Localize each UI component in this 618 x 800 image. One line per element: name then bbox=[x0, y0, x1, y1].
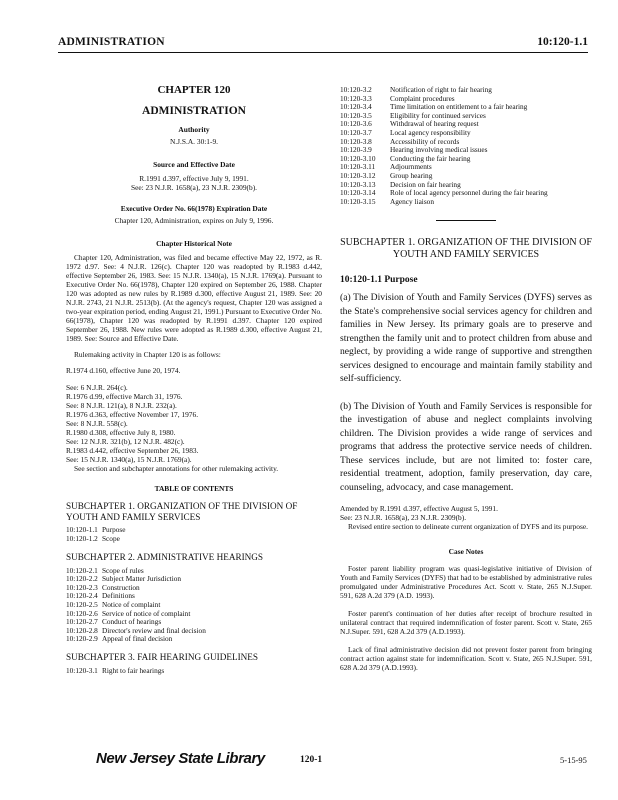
rulemaking-line: R.1980 d.308, effective July 8, 1980. bbox=[66, 428, 176, 437]
toc-entry: 10:120-3.1 Right to fair hearings bbox=[66, 665, 165, 675]
toc-entry: 10:120-3.2 Notification of right to fair hearing bbox=[340, 85, 492, 94]
header-section: 10:120-1.1 bbox=[537, 36, 588, 48]
rulemaking-line: See: 6 N.J.R. 264(c). bbox=[66, 383, 128, 392]
source-line-2: See: 23 N.J.R. 1658(a), 23 N.J.R. 2309(b). bbox=[130, 183, 258, 192]
rulemaking-note: See section and subchapter annotations for other rulemaking activity. bbox=[74, 464, 279, 473]
toc-entry: 10:120-3.9 Hearing involving medical issues bbox=[340, 145, 488, 155]
rulemaking-intro: Rulemaking activity in Chapter 120 is as follows: bbox=[74, 350, 221, 359]
toc-entry: 10:120-3.13 Decision on fair hearing bbox=[340, 179, 461, 189]
chapter-title: ADMINISTRATION bbox=[142, 105, 246, 117]
toc-entry: 10:120-3.5 Eligibility for continued services bbox=[340, 110, 486, 120]
amended-line: Amended by R.1991 d.397, effective August 5, 1991. bbox=[340, 504, 498, 514]
toc-entry: 10:120-2.2 Subject Matter Jurisdiction bbox=[66, 574, 182, 584]
toc-entry: 10:120-2.8 Director's review and final decision bbox=[66, 625, 206, 635]
history-text: Chapter 120, Administration, was filed and became effective May 22, 1972, as R. 1972 d.97. See: 4 N.J.R. 126(c). Chapter 120 was readopted by R.1983 d.442, effective September 26, 1983. See: 15 N.J.R. 1340(a), 15 N.J.R. 1769(a). Pursuant to Executive Order No. 66(1978), Chapter 120 expired on September 26, 1988. Chapter 120 was adopted as new rules by R.1989 d.300, effective August 21, 1989. See: 20 N.J.R. 2743, 21 N.J.R. 2513(b). (At the agency's request, Chapter 120 was assigned a two-year expiration period, ending August 21, 1991.) Pursuant to Executive Order No. 66(1978), Chapter 120 was readopted by R.1991 d.397. Chapter 120 expired September 26, 1988. New rules were adopted as R.1989 d.300, effective August 21, 1989. See: Source and Effective Date. bbox=[66, 253, 322, 343]
toc-entry: 10:120-2.4 Definitions bbox=[66, 591, 135, 601]
rulemaking-line: See: 12 N.J.R. 321(b), 12 N.J.R. 482(c). bbox=[66, 437, 185, 446]
paragraph-a: (a) The Division of Youth and Family Services (DYFS) serves as the State's comprehensive social services agency for children and families in New Jersey. Its primary goals are to preserve and strengthen the family unit and to protect children from abuse and neglect, by providing a wide range of supportive and strengthen services designed to encourage and maintain family stability and self-sufficiency. bbox=[340, 292, 592, 385]
eo-text: Chapter 120, Administration, expires on July 9, 1996. bbox=[114, 216, 274, 225]
toc-subchapter-2: SUBCHAPTER 2. ADMINISTRATIVE HEARINGS bbox=[66, 552, 264, 563]
toc-subchapter-1: SUBCHAPTER 1. ORGANIZATION OF THE DIVISION OF YOUTH AND FAMILY SERVICES bbox=[66, 501, 298, 522]
toc-entry: 10:120-3.11 Adjournments bbox=[340, 162, 432, 172]
toc-entry: 10:120-1.2 Scope bbox=[66, 533, 120, 543]
toc-entry: 10:120-2.9 Appeal of final decision bbox=[66, 634, 173, 644]
case-note: Lack of final administrative decision did not prevent foster parent from bringing contract action against state for indemnification. Scott v. State, 265 N.J.Super. 591, 628 A.2d 379 (A.D.1993). bbox=[340, 645, 592, 673]
toc-entry: 10:120-3.14 Role of local agency personnel during the fair hearing bbox=[340, 188, 548, 198]
rulemaking-line: R.1983 d.442, effective September 26, 1983. bbox=[66, 446, 199, 455]
toc-entry: 10:120-2.3 Construction bbox=[66, 582, 140, 592]
right-column bbox=[340, 86, 592, 672]
authority-heading: Authority bbox=[178, 125, 210, 134]
toc-subchapter-3: SUBCHAPTER 3. FAIR HEARING GUIDELINES bbox=[66, 652, 259, 663]
paragraph-b: (b) The Division of Youth and Family Services is responsible for the investigation of abuse and neglect complaints involving children. The Division provides a wide range of services and programs that address the protective service needs of children. These services include, but are not limited to: foster care, residential treatment, adoption, family preservation, day care, counseling, advocacy, and case management. bbox=[340, 400, 592, 493]
subchapter-1-heading: SUBCHAPTER 1. ORGANIZATION OF THE DIVISION OF YOUTH AND FAMILY SERVICES bbox=[340, 237, 592, 261]
case-notes-heading: Case Notes bbox=[448, 547, 484, 557]
toc-entry: 10:120-1.1 Purpose bbox=[66, 525, 126, 534]
rulemaking-line: See: 8 N.J.R. 558(c). bbox=[66, 419, 128, 428]
toc-entry: 10:120-3.15 Agency liaison bbox=[340, 196, 434, 206]
toc-entry: 10:120-2.6 Service of notice of complaint bbox=[66, 608, 191, 618]
page-number: 120-1 bbox=[300, 755, 323, 765]
rulemaking-line: R.1976 d.99, effective March 31, 1976. bbox=[66, 392, 183, 401]
running-header bbox=[58, 36, 588, 53]
toc-entry: 10:120-3.7 Local agency responsibility bbox=[340, 127, 471, 137]
toc-entry: 10:120-3.12 Group hearing bbox=[340, 170, 433, 180]
section-divider bbox=[436, 220, 496, 221]
amended-see: See: 23 N.J.R. 1658(a), 23 N.J.R. 2309(b). bbox=[340, 513, 467, 523]
case-note: Foster parent liability program was quasi-legislative initiative of Division of Youth and Family Services (DYFS) that had to be established by administrative rules promulgated under Administrative Procedures Act. Scott v. State, 265 N.J.Super. 591, 628 A.2d 379 (A.D. 1993). bbox=[340, 564, 592, 601]
eo-heading: Executive Order No. 66(1978) Expiration Date bbox=[120, 204, 268, 213]
rulemaking-line: R.1976 d.363, effective November 17, 1976. bbox=[66, 410, 199, 419]
authority-text: N.J.S.A. 30:1-9. bbox=[169, 137, 219, 146]
rulemaking-line: See: 15 N.J.R. 1340(a), 15 N.J.R. 1769(a). bbox=[66, 455, 192, 464]
toc-heading: TABLE OF CONTENTS bbox=[154, 484, 234, 493]
header-title: ADMINISTRATION bbox=[58, 36, 165, 48]
history-heading: Chapter Historical Note bbox=[156, 239, 232, 248]
rulemaking-first: R.1974 d.160, effective June 20, 1974. bbox=[66, 366, 181, 375]
toc-entry: 10:120-3.6 Withdrawal of hearing request bbox=[340, 119, 479, 129]
toc-entry: 10:120-2.7 Conduct of hearings bbox=[66, 617, 162, 627]
toc-entry: 10:120-2.5 Notice of complaint bbox=[66, 600, 161, 610]
amended-note: Revised entire section to delineate current organization of DYFS and its purpose. bbox=[348, 522, 588, 532]
rulemaking-line: See: 8 N.J.R. 121(a), 8 N.J.R. 232(a). bbox=[66, 401, 177, 410]
page-date: 5-15-95 bbox=[560, 755, 587, 765]
chapter-number: CHAPTER 120 bbox=[157, 84, 231, 96]
left-column bbox=[66, 84, 322, 675]
toc-entry: 10:120-2.1 Scope of rules bbox=[66, 565, 144, 575]
section-heading: 10:120-1.1 Purpose bbox=[340, 275, 418, 286]
toc-entry: 10:120-3.3 Complaint procedures bbox=[340, 93, 455, 103]
source-line-1: R.1991 d.397, effective July 9, 1991. bbox=[139, 174, 249, 183]
toc-entry: 10:120-3.8 Accessibility of records bbox=[340, 136, 460, 146]
toc-entry: 10:120-3.4 Time limitation on entitlement to a fair hearing bbox=[340, 102, 528, 112]
source-heading: Source and Effective Date bbox=[153, 160, 235, 169]
case-note: Foster parent's continuation of her duties after receipt of brochure resulted in unilateral contract that required indemnification of foster parent. Scott v. State, 265 N.J.Super. 591, 628 A.2d 379 (A.D.1993). bbox=[340, 609, 592, 637]
toc-entry: 10:120-3.10 Conducting the fair hearing bbox=[340, 153, 471, 163]
library-stamp: New Jersey State Library bbox=[96, 750, 265, 767]
